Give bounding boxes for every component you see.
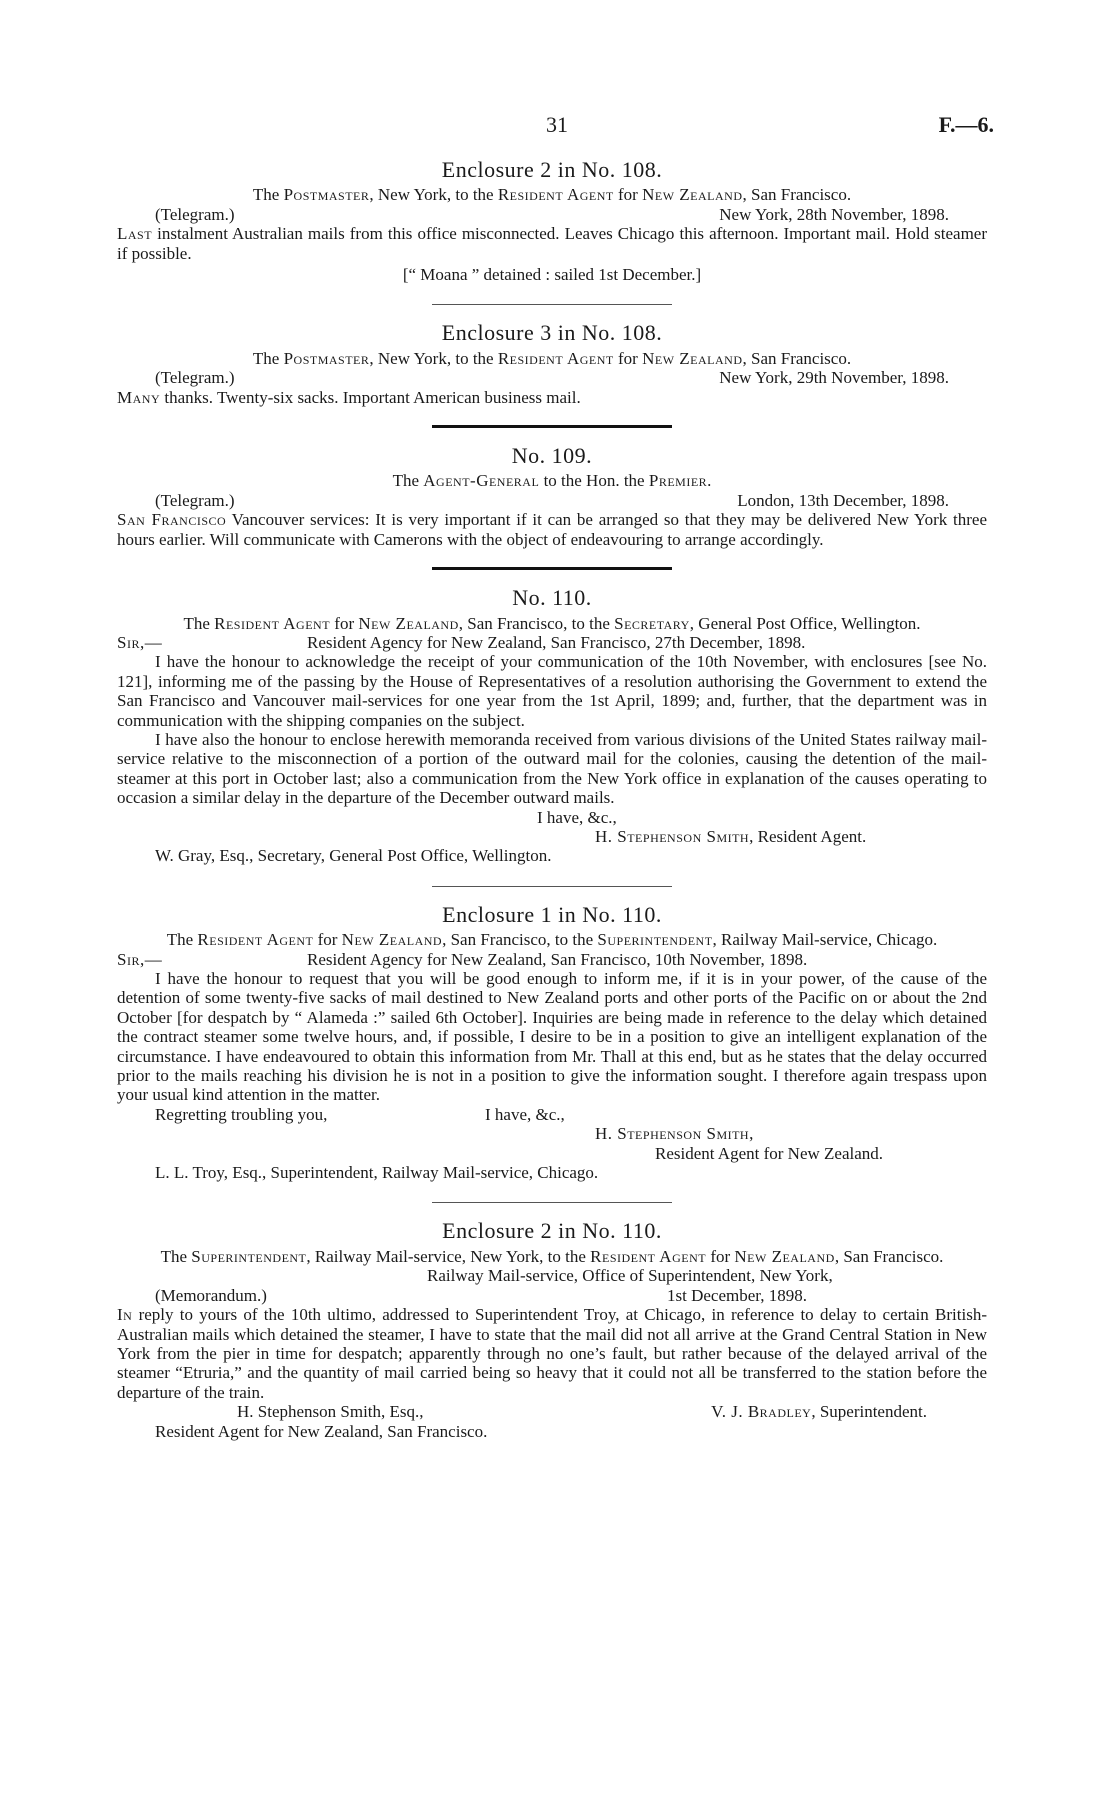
section-title: No. 110. (512, 585, 592, 611)
message-body: San Francisco Vancouver services: It is very important if it can be arranged so that they may be delivered New York three hours earlier. Will communicate with Camerons with the object of endeavouring to arrange accordingly. (117, 510, 987, 549)
addressee-line: L. L. Troy, Esq., Superintendent, Railway Mail-service, Chicago. (155, 1163, 599, 1183)
address-line: The Agent-General to the Hon. the Premier. (392, 471, 712, 491)
closing: I have, &c., (537, 807, 617, 827)
enclosure-1-no-110 (117, 901, 987, 1183)
enclosure-3-no-108 (117, 320, 987, 407)
separator-rule-thick (432, 425, 672, 428)
message-body: In reply to yours of the 10th ultimo, addressed to Superintendent Troy, at Chicago, in reference to delay to certain British-Australian mails which detained the steamer, I have to state that the mail did not all arrive at the Grand Central Station in New York from the pier in time for despatch; apparently through no one’s fault, but rather because of the delayed arrival of the steamer “Etruria,” and the quantity of mail carried being so heavy that it could not all be transferred to the station before the departure of the train. (117, 1305, 987, 1402)
paragraph: I have the honour to acknowledge the receipt of your communication of the 10th November, with enclosures [see No. 121], informing me of the passing by the House of Representatives of a resolution authorising the Government to extend the San Francisco and Vancouver mail-services for one year from the 1st April, 1899; and, further, that the department was in communication with the shipping companies on the subject. (117, 652, 987, 730)
address-line: The Resident Agent for New Zealand, San Francisco, to the Superintendent, Railway Mail-service, Chicago. (166, 930, 938, 950)
salutation-row (117, 950, 987, 969)
section-title: Enclosure 2 in No. 110. (442, 1218, 662, 1244)
separator-rule (432, 304, 672, 305)
salutation: Sir,— (117, 632, 163, 652)
page-reference: F.—6. (938, 112, 994, 137)
address-line: The Superintendent, Railway Mail-service, New York, to the Resident Agent for New Zealand, San Francisco. (160, 1246, 944, 1266)
page-content (117, 157, 987, 1441)
dateline: 1st December, 1898. (666, 1285, 807, 1305)
dateline: London, 13th December, 1898. (737, 490, 949, 510)
telegram-label: (Telegram.) (155, 204, 235, 224)
addressee-line: W. Gray, Esq., Secretary, General Post Office, Wellington. (155, 846, 552, 866)
no-109 (117, 443, 987, 549)
telegram-date-row (117, 368, 987, 387)
signer: V. J. Bradley, Superintendent. (711, 1402, 927, 1422)
separator-rule (432, 886, 672, 887)
section-title: No. 109. (511, 443, 593, 469)
separator-rule-thick (432, 567, 672, 570)
addressee-line: Resident Agent for New Zealand, San Francisco. (155, 1421, 488, 1441)
memo-label: (Memorandum.) (155, 1285, 267, 1305)
salutation: Sir,— (117, 949, 163, 969)
memo-date-row (117, 1286, 987, 1305)
dateline: Resident Agency for New Zealand, San Francisco, 10th November, 1898. (307, 949, 808, 969)
telegram-label: (Telegram.) (155, 368, 235, 388)
section-title: Enclosure 2 in No. 108. (441, 157, 663, 182)
regretting-line: Regretting troubling you, (155, 1104, 328, 1124)
addressee-signer-row (117, 1402, 987, 1421)
signature: H. Stephenson Smith, Resident Agent. (595, 826, 867, 846)
address-line: The Postmaster, New York, to the Resident Agent for New Zealand, San Francisco. (252, 348, 852, 368)
separator-rule (432, 1202, 672, 1203)
paragraph: I have also the honour to enclose herewith memoranda received from various divisions of the United States railway mail-service relative to the misconnection of a portion of the outward mail for the colonies, causing the detention of the mail-steamer at this port in October last; also a communication from the New York office in explanation of the causes operating to occasion a similar delay in the departure of the December outward mails. (117, 729, 987, 808)
section-title: Enclosure 3 in No. 108. (441, 320, 663, 346)
page-header (0, 112, 1114, 142)
enclosure-2-no-108 (117, 157, 987, 285)
address-line: The Resident Agent for New Zealand, San Francisco, to the Secretary, General Post Office, Wellington. (183, 613, 921, 633)
telegram-date-row (117, 205, 987, 224)
message-body: Last instalment Australian mails from this office misconnected. Leaves Chicago this afternoon. Important mail. Hold steamer if possible. (117, 224, 987, 263)
telegram-date-row (117, 491, 987, 510)
closing: I have, &c., (485, 1104, 565, 1124)
dateline: Resident Agency for New Zealand, San Francisco, 27th December, 1898. (307, 632, 806, 652)
page-number: 31 (546, 112, 568, 137)
enclosure-2-no-110 (117, 1218, 987, 1441)
telegram-label: (Telegram.) (155, 490, 235, 510)
paragraph: I have the honour to request that you will be good enough to inform me, if it is in your power, of the cause of the detention of some twenty-five sacks of mail destined to New Zealand ports and other ports of the Pacific on or about the 2nd October [for despatch by “ Alameda :” sailed 6th October]. Inquiries are being made in reference to the delay which detained the contract steamer some twelve hours, and, if possible, I desire to be in a position to give an intelligent explanation of the circumstance. I have endeavoured to obtain this information from Mr. Thall at this end, but as he states that the delay occurred prior to the mails reaching his division he is not in a position to give the information sought. I therefore again trespass upon your usual kind attention in the matter. (117, 969, 987, 1105)
section-title: Enclosure 1 in No. 110. (442, 901, 662, 927)
office-line: Railway Mail-service, Office of Superintendent, New York, (427, 1266, 833, 1286)
address-line: The Postmaster, New York, to the Resident Agent for New Zealand, San Francisco. (252, 185, 852, 205)
no-110 (117, 585, 987, 866)
message-body: Many thanks. Twenty-six sacks. Important American business mail. (117, 387, 581, 407)
signature-title: Resident Agent for New Zealand. (655, 1143, 884, 1163)
closing-row (117, 1105, 987, 1124)
dateline: New York, 28th November, 1898. (719, 204, 949, 224)
signature: H. Stephenson Smith, (595, 1124, 754, 1144)
bracket-note: [“ Moana ” detained : sailed 1st December.] (402, 265, 702, 285)
addressee-name: H. Stephenson Smith, Esq., (237, 1402, 424, 1422)
dateline: New York, 29th November, 1898. (719, 368, 949, 388)
salutation-row (117, 633, 987, 652)
